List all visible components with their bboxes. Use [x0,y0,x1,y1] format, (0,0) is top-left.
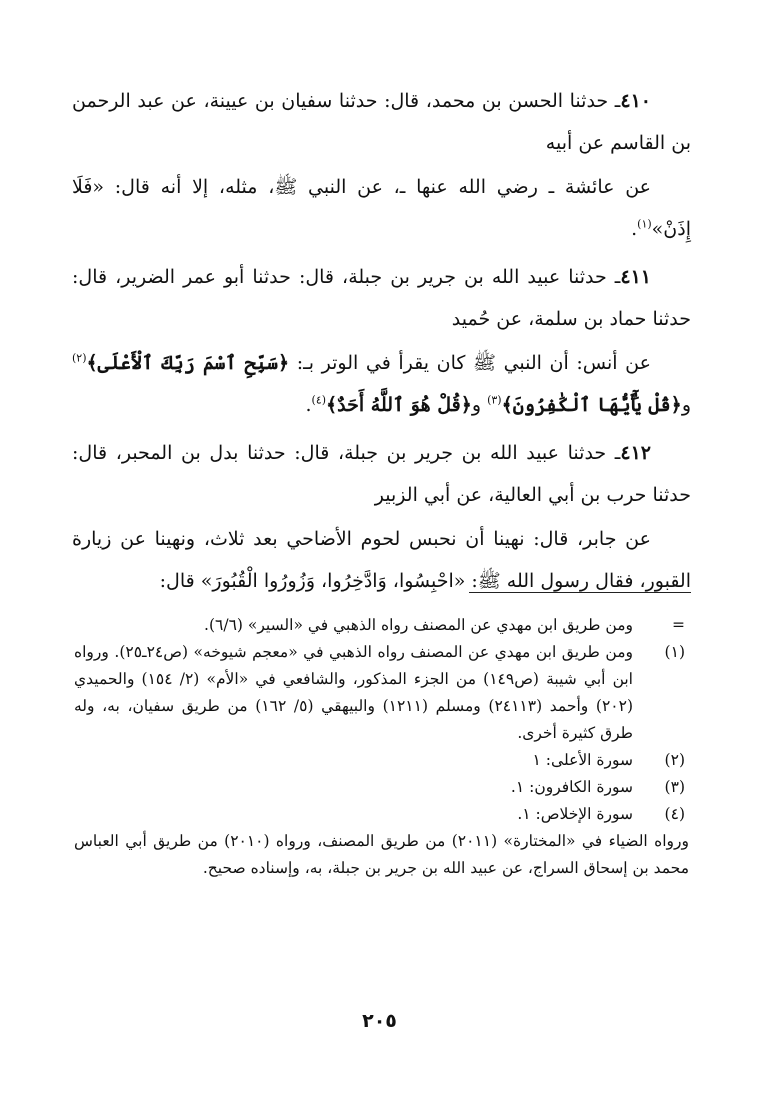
punctuation: . [631,218,638,240]
footnote-mark: (٤) [664,805,685,823]
footnote-3 [74,774,689,801]
hadith-412-matn [72,518,691,602]
footnote-1 [74,639,689,747]
footnote-ref: (٤) [311,393,327,407]
hadith-410-matn [72,166,691,250]
footnote-mark: (٢) [664,751,685,769]
footnote-text: سورة الأعلى: ١ [532,751,633,769]
connector: و [471,394,488,416]
footnote-separator [469,592,691,593]
footnote-mark: (٣) [664,778,685,796]
quran-verse-ikhlas: ﴿قُلْ هُوَ ٱللَّهُ أَحَدٌ﴾ [326,394,472,416]
quran-verse-ala: ﴿سَبِّحِ ٱسْمَ رَبِّكَ ٱلْأَعْلَى﴾ [86,352,290,374]
page-number: ٢٠٥ [362,1010,397,1032]
matn-text: عن جابر، قال: نهينا أن نحبس لحوم الأضاحي بعد ثلاث، ونهينا عن زيارة القبور، فقال رسول الله ﷺ: «احْبِسُوا، وَادَّخِرُوا، وَزُورُوا الْقُبُورَ» قال: [72,528,691,592]
connector: و [681,394,691,416]
hadith-411-chain: ٤١١ـ حدثنا عبيد الله بن جرير بن جبلة، قال: حدثنا أبو عمر الضرير، قال: حدثنا حماد بن سلمة، عن حُميد [72,266,691,330]
footnote-text: ومن طريق ابن مهدي عن المصنف رواه الذهبي في «معجم شيوخه» (ص٢٤ـ٢٥). ورواه ابن أبي شيبة (ص١٤٩) من الجزء المذكور، والشافعي في «الأم» (٢/ ١٥٤) والحميدي (٢٠٢) وأحمد (٢٤١١٣) ومسلم (١٢١١) والبيهقي (٥/ ١٦٢) من طريق سفيان، به، وله طرق كثيرة أخرى. [74,643,633,742]
isnad-text: حدثنا عبيد الله بن جرير بن جبلة، قال: حدثنا بدل بن المحبر، قال: حدثنا حرب بن أبي العالية، عن أبي الزبير [72,442,691,506]
footnote-text: سورة الإخلاص: ١. [517,805,633,823]
hadith-text-block [72,80,691,608]
matn-text: عن عائشة ـ رضي الله عنها ـ، عن النبي ﷺ، مثله، إلا أنه قال: «فَلَا إِذَنْ» [72,176,691,240]
footnote-continued [74,612,689,639]
hadith-number: ٤١٢ [620,442,651,464]
footnotes-block [74,612,689,882]
footnote-text: ومن طريق ابن مهدي عن المصنف رواه الذهبي في «السير» (٦/٦). [204,616,633,634]
footnote-ref: (٢) [72,351,87,365]
hadith-number: ٤١٠ [620,90,651,112]
quran-verse-kafirun: ﴿قُلْ يَٰٓأَيُّهَا ٱلْكَٰفِرُونَ﴾ [501,394,682,416]
footnote-ref: (١) [637,217,652,231]
footnote-mark: (١) [664,643,685,661]
footnote-text: سورة الكافرون: ١. [510,778,633,796]
footnote-ref: (٣) [487,393,502,407]
punctuation: . [305,394,312,416]
footnote-text: ورواه الضياء في «المختارة» (٢٠١١) من طريق المصنف، ورواه (٢٠١٠) من طريق أبي العباس محمد بن إسحاق السراج، عن عبيد الله بن جرير بن جبلة، به، وإسناده صحيح. [74,832,690,877]
isnad-text: حدثنا عبيد الله بن جرير بن جبلة، قال: حدثنا أبو عمر الضرير، قال: حدثنا حماد بن سلمة، عن حُميد [72,266,691,330]
hadith-412-chain: ٤١٢ـ حدثنا عبيد الله بن جرير بن جبلة، قال: حدثنا بدل بن المحبر، قال: حدثنا حرب بن أبي العالية، عن أبي الزبير [72,442,691,506]
footnote-4 [74,801,689,828]
hadith-410-chain: ٤١٠ـ حدثنا الحسن بن محمد، قال: حدثنا سفيان بن عيينة، عن عبد الرحمن بن القاسم عن أبيه [72,90,691,154]
hadith-411-matn [72,342,691,426]
footnote-2 [74,747,689,774]
isnad-text: حدثنا الحسن بن محمد، قال: حدثنا سفيان بن عيينة، عن عبد الرحمن بن القاسم عن أبيه [72,90,691,154]
matn-text: عن أنس: أن النبي ﷺ كان يقرأ في الوتر بـ: [289,352,651,374]
hadith-number: ٤١١ [620,266,652,288]
footnote-4-continuation [74,828,689,882]
footnote-mark: = [672,616,685,634]
